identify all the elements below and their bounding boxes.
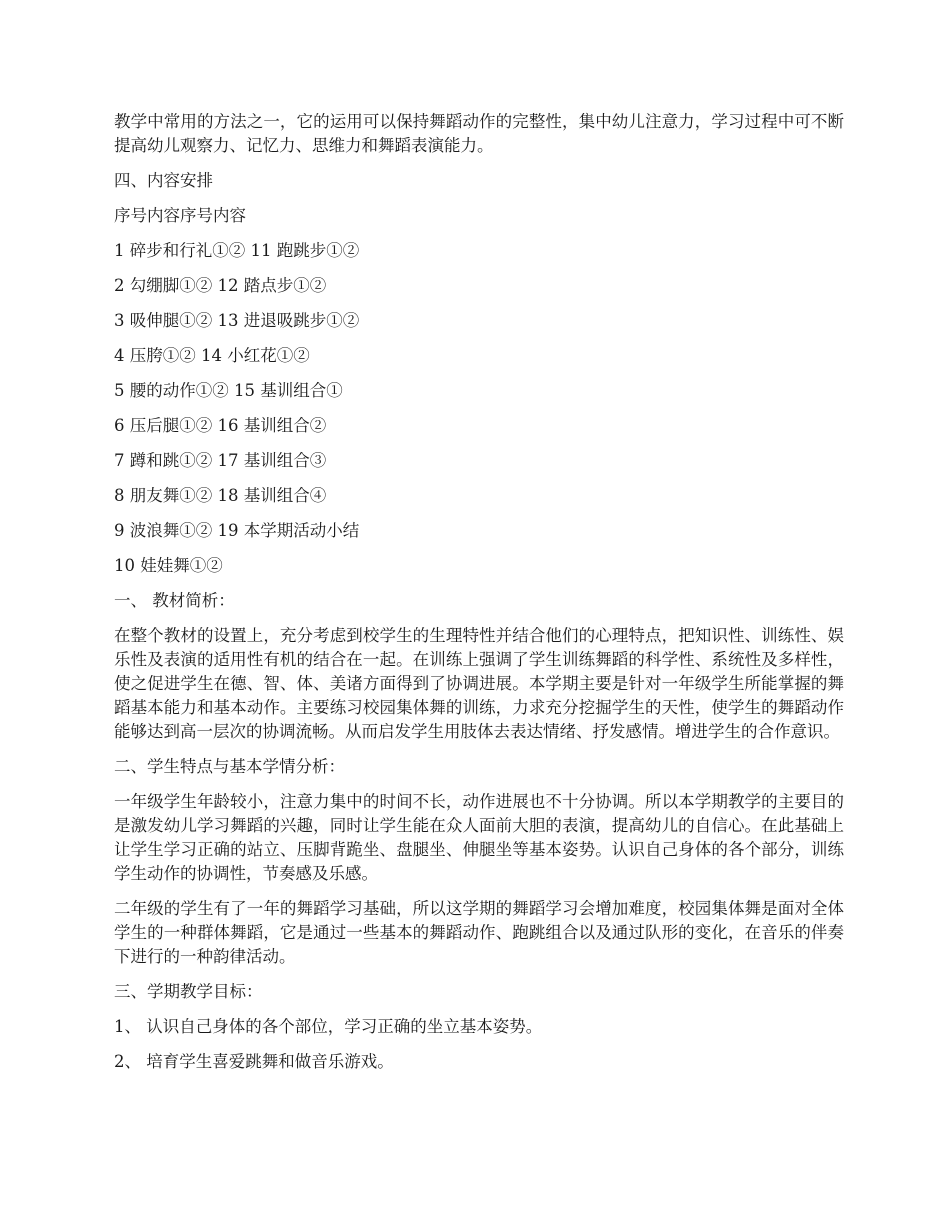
schedule-row: 4 压胯①② 14 小红花①② [114, 346, 310, 365]
grade2-analysis-paragraph: 二年级的学生有了一年的舞蹈学习基础，所以这学期的舞蹈学习会增加难度，校园集体舞是面对全体学生的一种群体舞蹈，它是通过一些基本的舞蹈动作、跑跳组合以及通过队形的变化，在音乐的伴奏下进行的一种韵律活动。 [114, 899, 844, 966]
schedule-row: 1 碎步和行礼①② 11 跑跳步①② [114, 241, 360, 260]
section-heading-goals: 三、学期教学目标： [114, 982, 263, 1001]
document-body [114, 110, 844, 1085]
intro-paragraph: 教学中常用的方法之一，它的运用可以保持舞蹈动作的完整性，集中幼儿注意力，学习过程中可不断提高幼儿观察力、记忆力、思维力和舞蹈表演能力。 [114, 112, 844, 155]
section-heading-content-schedule: 四、内容安排 [114, 171, 213, 190]
goal-item: 2、 培育学生喜爱跳舞和做音乐游戏。 [114, 1052, 394, 1071]
schedule-table-header: 序号内容序号内容 [114, 206, 246, 225]
schedule-row: 8 朋友舞①② 18 基训组合④ [114, 486, 327, 505]
schedule-row: 5 腰的动作①② 15 基训组合① [114, 381, 343, 400]
schedule-row: 10 娃娃舞①② [114, 556, 223, 575]
schedule-row: 6 压后腿①② 16 基训组合② [114, 416, 327, 435]
grade1-analysis-paragraph: 一年级学生年龄较小，注意力集中的时间不长，动作进展也不十分协调。所以本学期教学的主要目的是激发幼儿学习舞蹈的兴趣，同时让学生能在众人面前大胆的表演，提高幼儿的自信心。在此基础上让学生学习正确的站立、压脚背跪坐、盘腿坐、伸腿坐等基本姿势。认识自己身体的各个部分，训练学生动作的协调性，节奏感及乐感。 [114, 792, 844, 883]
schedule-row: 3 吸伸腿①② 13 进退吸跳步①② [114, 311, 360, 330]
schedule-row: 2 勾绷脚①② 12 踏点步①② [114, 276, 327, 295]
section-heading-textbook-analysis: 一、 教材简析： [114, 591, 235, 610]
section-heading-student-analysis: 二、学生特点与基本学情分析： [114, 757, 345, 776]
goal-item: 1、 认识自己身体的各个部位，学习正确的坐立基本姿势。 [114, 1017, 543, 1036]
schedule-row: 7 蹲和跳①② 17 基训组合③ [114, 451, 327, 470]
textbook-analysis-paragraph: 在整个教材的设置上，充分考虑到校学生的生理特性并结合他们的心理特点，把知识性、训练性、娱乐性及表演的适用性有机的结合在一起。在训练上强调了学生训练舞蹈的科学性、系统性及多样性，使之促进学生在德、智、体、美诸方面得到了协调进展。本学期主要是针对一年级学生所能掌握的舞蹈基本能力和基本动作。主要练习校园集体舞的训练，力求充分挖掘学生的天性，使学生的舞蹈动作能够达到高一层次的协调流畅。从而启发学生用肢体去表达情绪、抒发感情。增进学生的合作意识。 [114, 626, 844, 741]
schedule-row: 9 波浪舞①② 19 本学期活动小结 [114, 521, 360, 540]
